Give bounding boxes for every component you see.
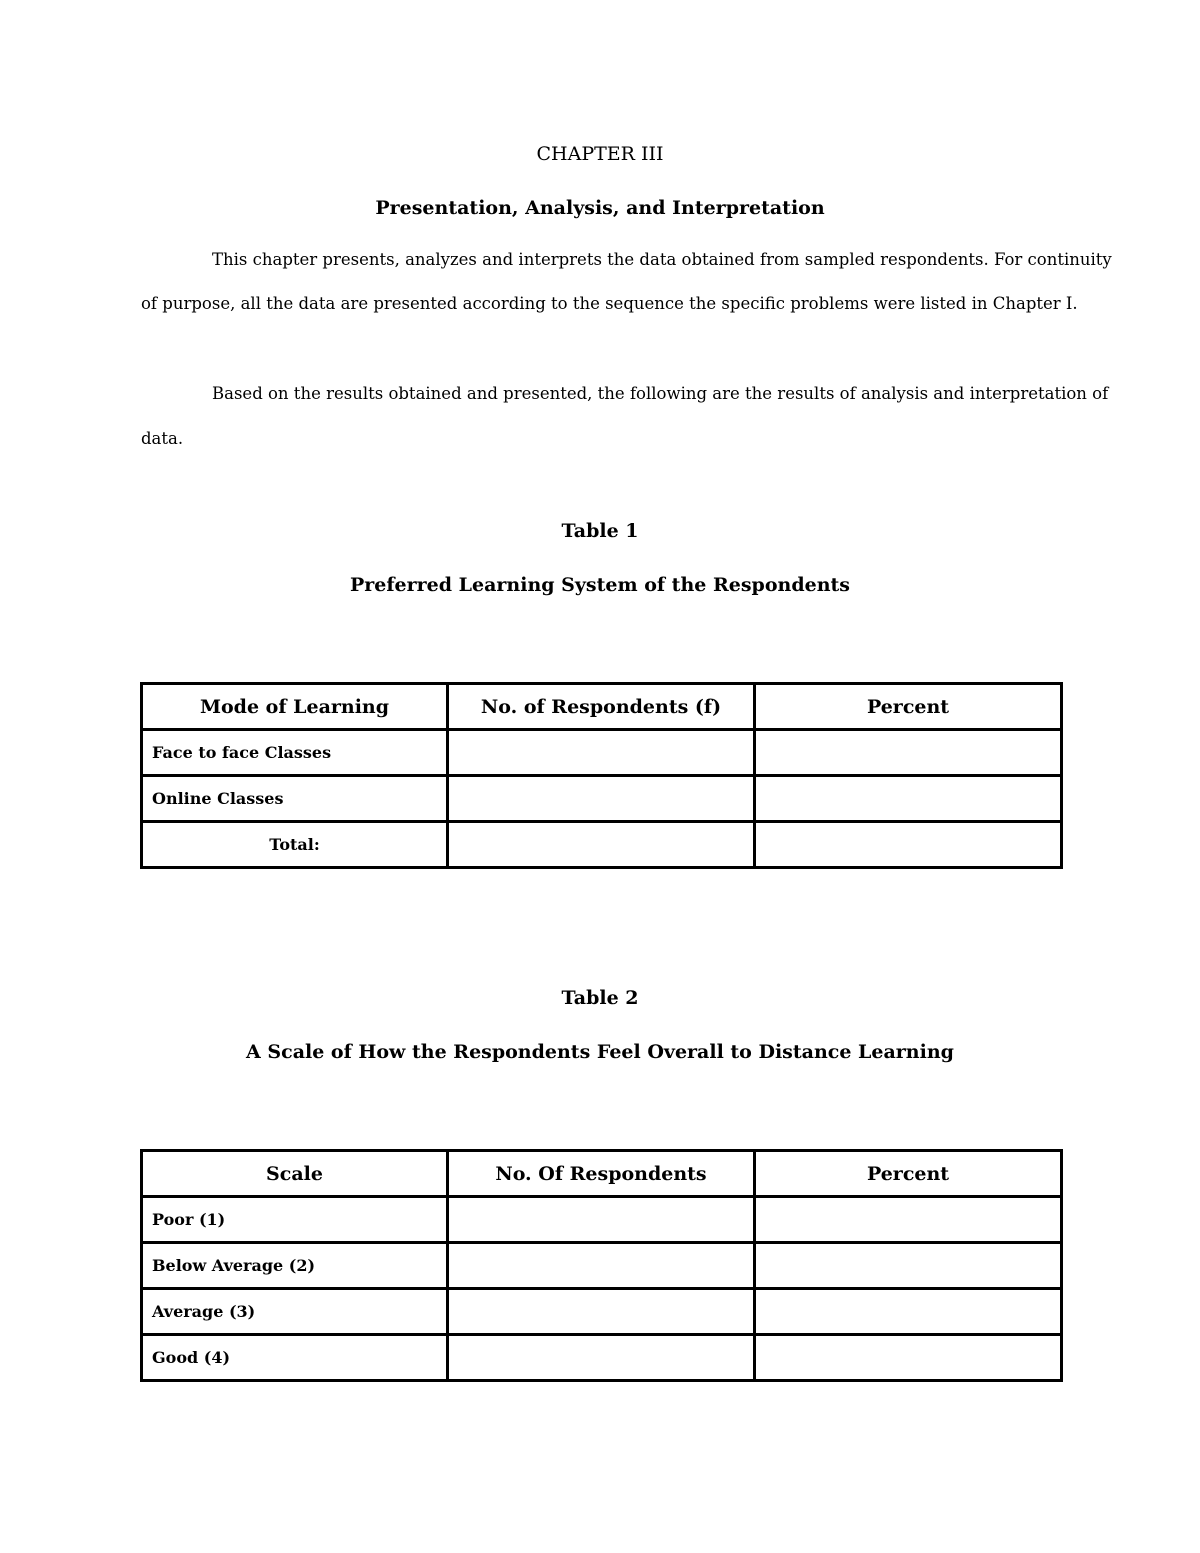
- table-1-cell-mode: Face to face Classes: [142, 730, 448, 776]
- table-1-total-row: [142, 822, 1062, 868]
- table-2-cell-respondents: [448, 1197, 755, 1243]
- table-1-total-respondents: [448, 822, 755, 868]
- table-2-cell-percent: [755, 1243, 1062, 1289]
- chapter-title: Presentation, Analysis, and Interpretation: [375, 197, 825, 219]
- table-1-title: Preferred Learning System of the Respondents: [350, 574, 850, 596]
- table-1-cell-percent: [755, 776, 1062, 822]
- table-1-cell-respondents: [448, 776, 755, 822]
- table-row: [142, 1197, 1062, 1243]
- paragraph-intro-line-1: This chapter presents, analyzes and interprets the data obtained from sampled respondents. For continuity: [212, 250, 1112, 269]
- table-row: [142, 1289, 1062, 1335]
- table-1-header-respondents: No. of Respondents (f): [448, 684, 755, 730]
- table-1-cell-percent: [755, 730, 1062, 776]
- table-2-cell-respondents: [448, 1289, 755, 1335]
- paragraph-analysis-line-1: Based on the results obtained and presented, the following are the results of analysis and interpretation of: [212, 384, 1109, 403]
- table-2-cell-respondents: [448, 1335, 755, 1381]
- table-2-header-scale: Scale: [142, 1151, 448, 1197]
- table-row: [142, 730, 1062, 776]
- table-2-cell-scale: Average (3): [142, 1289, 448, 1335]
- table-2-title: A Scale of How the Respondents Feel Overall to Distance Learning: [246, 1041, 954, 1063]
- table-1-total-percent: [755, 822, 1062, 868]
- table-1-label: Table 1: [561, 520, 639, 542]
- table-1-header-row: [142, 684, 1062, 730]
- table-1: [140, 682, 1063, 869]
- table-1-cell-mode: Online Classes: [142, 776, 448, 822]
- table-2-cell-respondents: [448, 1243, 755, 1289]
- chapter-label: CHAPTER III: [536, 143, 664, 165]
- table-2: [140, 1149, 1063, 1382]
- paragraph-intro-line-2: of purpose, all the data are presented according to the sequence the specific problems were listed in Chapter I.: [141, 294, 1078, 313]
- table-2-cell-scale: Poor (1): [142, 1197, 448, 1243]
- table-row: [142, 1335, 1062, 1381]
- table-2-header-respondents: No. Of Respondents: [448, 1151, 755, 1197]
- table-2-cell-percent: [755, 1335, 1062, 1381]
- table-2-header-percent: Percent: [755, 1151, 1062, 1197]
- table-1-header-mode: Mode of Learning: [142, 684, 448, 730]
- table-2-cell-scale: Below Average (2): [142, 1243, 448, 1289]
- table-row: [142, 776, 1062, 822]
- table-1-cell-respondents: [448, 730, 755, 776]
- table-2-cell-percent: [755, 1197, 1062, 1243]
- paragraph-analysis-line-2: data.: [141, 429, 184, 448]
- table-2-cell-scale: Good (4): [142, 1335, 448, 1381]
- table-row: [142, 1243, 1062, 1289]
- table-2-header-row: [142, 1151, 1062, 1197]
- table-1-total-label: Total:: [142, 822, 448, 868]
- table-2-cell-percent: [755, 1289, 1062, 1335]
- table-2-label: Table 2: [561, 987, 639, 1009]
- table-1-header-percent: Percent: [755, 684, 1062, 730]
